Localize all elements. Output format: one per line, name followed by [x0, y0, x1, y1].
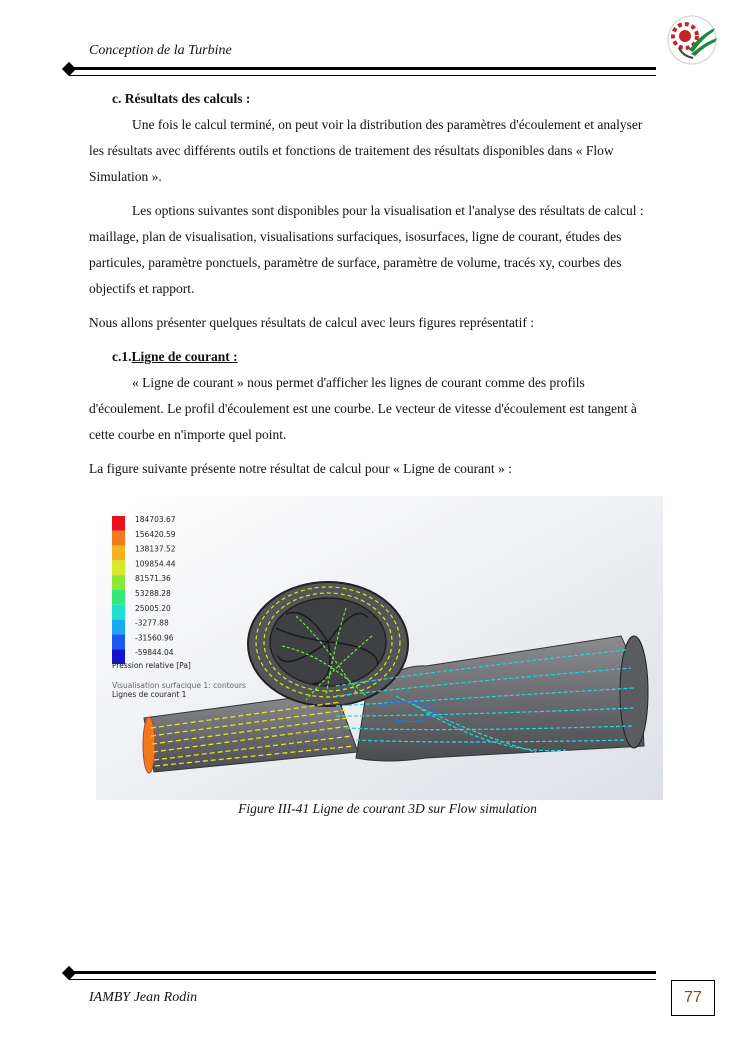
legend-value: 53288.28 [135, 589, 171, 598]
legend-value: 109854.44 [135, 559, 176, 569]
paragraph-1: Une fois le calcul terminé, on peut voir la distribution des paramètres d'écoulement et analyser les résultats avec différents outils et fonctions de traitement des résultats disponibles dans « Flow Simulation ». [89, 117, 643, 184]
legend-value: 25005.20 [135, 603, 171, 613]
paragraph-4: « Ligne de courant » nous permet d'afficher les lignes de courant comme des profils d'écoulement. Le profil d'écoulement est une courbe. Le vecteur de vitesse d'écoulement est tangent à cette courbe en n'importe quel point. [89, 375, 637, 442]
footer-rule [69, 971, 656, 980]
inlet-mouth [143, 717, 155, 773]
paragraph-2: Les options suivantes sont disponibles pour la visualisation et l'analyse des résultats de calcul : maillage, plan de visualisation, visualisations surfaciques, isosurfaces, ligne de courant, études des particules, paramètre ponctuels, paramètre de surface, paramètre de volume, tracés xy, courbes des objectifs et rapport. [89, 203, 644, 296]
section-c-heading: c. Résultats des calculs : [112, 91, 251, 106]
figure-note-line1: Visualisation surfacique 1: contours [112, 681, 246, 690]
legend-value: 184703.67 [135, 515, 176, 524]
legend-value: -3277.88 [135, 618, 169, 628]
figure-caption: Figure III-41 Ligne de courant 3D sur Flow simulation [238, 801, 537, 816]
section-c1-heading [89, 344, 657, 370]
legend-swatch [112, 560, 125, 575]
legend-swatch [112, 605, 125, 620]
legend-swatch [112, 575, 125, 590]
page-number: 77 [671, 980, 715, 1016]
legend-swatch [112, 546, 125, 561]
figure-note-line2: Lignes de courant 1 [112, 690, 187, 699]
paragraph-5: La figure suivante présente notre résultat de calcul pour « Ligne de courant » : [89, 461, 512, 476]
section-c1-title: Ligne de courant : [131, 349, 238, 364]
footer-author: IAMBY Jean Rodin [89, 990, 198, 1005]
legend-swatch [112, 516, 125, 531]
legend-swatch [112, 590, 125, 605]
university-logo-icon [663, 14, 721, 66]
body-text [89, 86, 657, 482]
legend-value: 81571.36 [135, 574, 171, 584]
legend-swatch [112, 531, 125, 546]
legend-value: -31560.96 [135, 633, 174, 643]
legend-swatch [112, 620, 125, 635]
header-rule [69, 67, 656, 76]
section-c1-number: c.1. [112, 349, 132, 364]
outlet-mouth [620, 636, 648, 748]
legend-value: 156420.59 [135, 529, 176, 539]
legend-value: -59844.04 [135, 648, 174, 658]
legend-swatch [112, 634, 125, 649]
header-title: Conception de la Turbine [89, 43, 232, 58]
streamline-figure [96, 496, 663, 800]
paragraph-3: Nous allons présenter quelques résultats de calcul avec leurs figures représentatif : [89, 315, 534, 330]
legend-unit: Pression relative [Pa] [112, 661, 191, 670]
legend-value: 138137.52 [135, 544, 176, 554]
